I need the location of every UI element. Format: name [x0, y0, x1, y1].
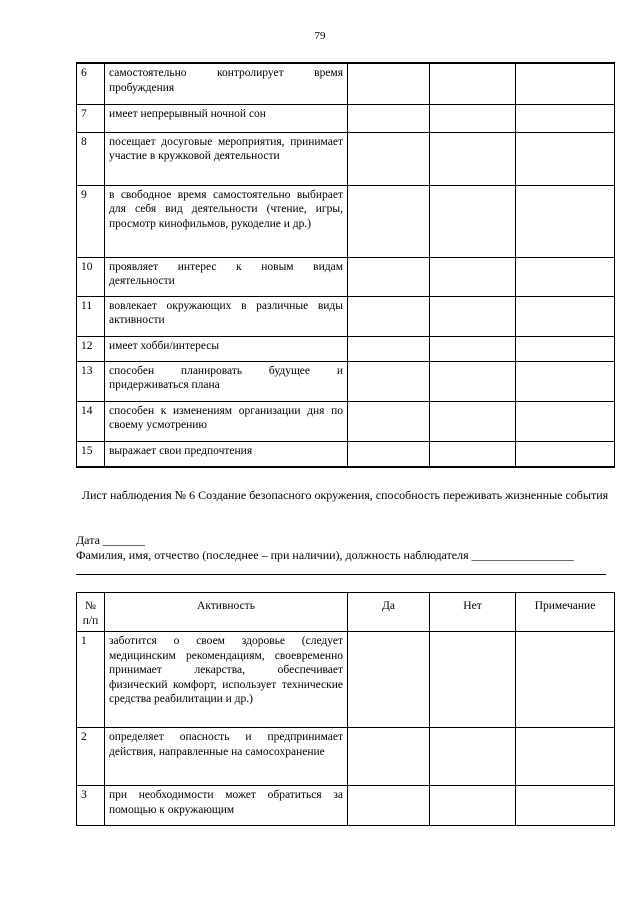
activity-text: проявляет интерес к новым видам деятельности	[105, 257, 348, 296]
table-row	[77, 296, 615, 336]
table-row	[77, 441, 615, 467]
note-cell[interactable]	[516, 632, 615, 728]
no-cell[interactable]	[430, 296, 516, 336]
date-field: Дата _______	[76, 533, 145, 547]
divider	[76, 574, 606, 575]
activity-text: посещает досуговые мероприятия, принимает участие в кружковой деятельности	[105, 132, 348, 185]
table-row	[77, 257, 615, 296]
note-cell[interactable]	[516, 185, 615, 257]
activity-text: способен к изменениям организации дня по своему усмотрению	[105, 401, 348, 441]
yes-cell[interactable]	[348, 132, 430, 185]
header-yes: Да	[348, 593, 430, 632]
row-number: 14	[77, 401, 105, 441]
observation-table-6	[76, 592, 615, 826]
row-number: 9	[77, 185, 105, 257]
yes-cell[interactable]	[348, 441, 430, 467]
activity-text: имеет хобби/интересы	[105, 336, 348, 361]
yes-cell[interactable]	[348, 296, 430, 336]
table-row	[77, 401, 615, 441]
row-number: 3	[77, 786, 105, 826]
activity-text: имеет непрерывный ночной сон	[105, 104, 348, 132]
table-row	[77, 63, 615, 104]
row-number: 7	[77, 104, 105, 132]
table-row	[77, 104, 615, 132]
row-number: 13	[77, 361, 105, 401]
activity-text: при необходимости может обратиться за помощью к окружающим	[105, 786, 348, 826]
note-cell[interactable]	[516, 296, 615, 336]
note-cell[interactable]	[516, 63, 615, 104]
activity-text: самостоятельно контролирует время пробуждения	[105, 63, 348, 104]
note-cell[interactable]	[516, 336, 615, 361]
row-number: 6	[77, 63, 105, 104]
yes-cell[interactable]	[348, 786, 430, 826]
yes-cell[interactable]	[348, 632, 430, 728]
yes-cell[interactable]	[348, 63, 430, 104]
no-cell[interactable]	[430, 401, 516, 441]
no-cell[interactable]	[430, 104, 516, 132]
yes-cell[interactable]	[348, 361, 430, 401]
row-number: 8	[77, 132, 105, 185]
note-cell[interactable]	[516, 361, 615, 401]
note-cell[interactable]	[516, 728, 615, 786]
activity-text: в свободное время самостоятельно выбирает для себя вид деятельности (чтение, игры, просмотр кинофильмов, рукоделие и др.)	[105, 185, 348, 257]
no-cell[interactable]	[430, 786, 516, 826]
table-row	[77, 786, 615, 826]
sheet-heading: Лист наблюдения № 6 Создание безопасного окружения, способность переживать жизненные события	[81, 488, 609, 502]
row-number: 12	[77, 336, 105, 361]
table-row	[77, 632, 615, 728]
yes-cell[interactable]	[348, 728, 430, 786]
header-no: Нет	[430, 593, 516, 632]
row-number: 2	[77, 728, 105, 786]
row-number: 1	[77, 632, 105, 728]
header-num: № п/п	[77, 593, 105, 632]
note-cell[interactable]	[516, 257, 615, 296]
yes-cell[interactable]	[348, 104, 430, 132]
no-cell[interactable]	[430, 441, 516, 467]
header-activity: Активность	[105, 593, 348, 632]
row-number: 10	[77, 257, 105, 296]
note-cell[interactable]	[516, 132, 615, 185]
header-note: Примечание	[516, 593, 615, 632]
activity-text: заботится о своем здоровье (следует медицинским рекомендациям, своевременно принимает лекарства, обеспечивает физический комфорт, использует технические средства реабилитации и др.)	[105, 632, 348, 728]
table-row	[77, 132, 615, 185]
note-cell[interactable]	[516, 104, 615, 132]
no-cell[interactable]	[430, 132, 516, 185]
activity-text: выражает свои предпочтения	[105, 441, 348, 467]
activity-text: определяет опасность и предпринимает действия, направленные на самосохранение	[105, 728, 348, 786]
no-cell[interactable]	[430, 257, 516, 296]
yes-cell[interactable]	[348, 401, 430, 441]
table-row	[77, 361, 615, 401]
no-cell[interactable]	[430, 63, 516, 104]
table-row	[77, 336, 615, 361]
row-number: 11	[77, 296, 105, 336]
table-header-row	[77, 593, 615, 632]
no-cell[interactable]	[430, 728, 516, 786]
activity-text: вовлекает окружающих в различные виды активности	[105, 296, 348, 336]
table-row	[77, 185, 615, 257]
activity-text: способен планировать будущее и придерживаться плана	[105, 361, 348, 401]
table-row	[77, 728, 615, 786]
yes-cell[interactable]	[348, 336, 430, 361]
yes-cell[interactable]	[348, 257, 430, 296]
no-cell[interactable]	[430, 632, 516, 728]
no-cell[interactable]	[430, 361, 516, 401]
note-cell[interactable]	[516, 786, 615, 826]
page-number: 79	[314, 30, 326, 42]
row-number: 15	[77, 441, 105, 467]
no-cell[interactable]	[430, 185, 516, 257]
note-cell[interactable]	[516, 401, 615, 441]
yes-cell[interactable]	[348, 185, 430, 257]
note-cell[interactable]	[516, 441, 615, 467]
no-cell[interactable]	[430, 336, 516, 361]
observer-field: Фамилия, имя, отчество (последнее – при наличии), должность наблюдателя _________________	[76, 548, 574, 562]
observation-table-continued	[76, 62, 615, 468]
